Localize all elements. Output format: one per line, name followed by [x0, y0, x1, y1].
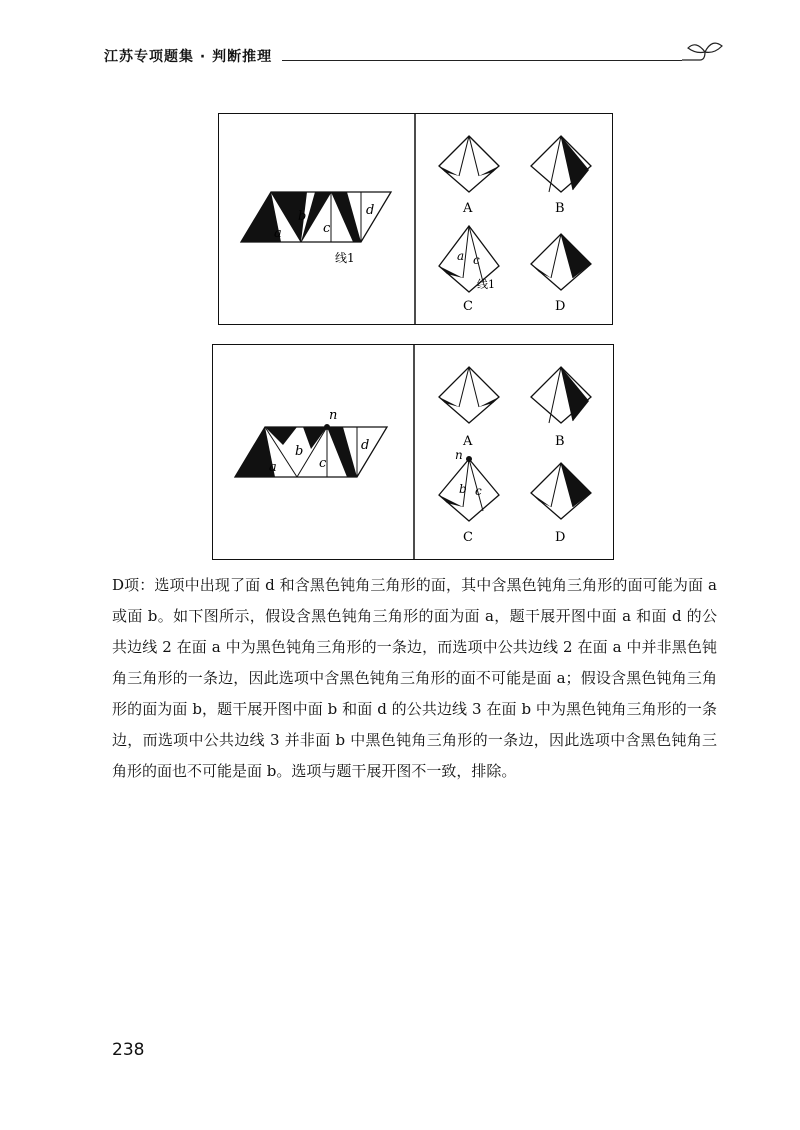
option-C: [439, 226, 499, 292]
net-diagram: [235, 408, 387, 477]
page-number: 238: [112, 1040, 145, 1060]
net-diagram: [241, 192, 391, 265]
option-B: [531, 367, 591, 423]
net-label-d: d: [361, 438, 370, 453]
option-A: [439, 367, 499, 423]
net-label-b: b: [295, 444, 304, 459]
option-label-A: A: [463, 201, 473, 216]
option-D: [531, 463, 591, 519]
option-c-label-c: c: [475, 484, 482, 498]
option-label-B: B: [555, 201, 565, 216]
header-rule: [282, 60, 682, 61]
option-label-C: C: [463, 299, 473, 314]
option-B: [531, 136, 591, 192]
net-label-b: b: [298, 209, 307, 224]
option-c-line-label: 线1: [477, 278, 495, 291]
net-line-label: 线1: [335, 251, 355, 265]
figure-2: [212, 344, 614, 560]
net-label-a: a: [274, 226, 282, 241]
option-c-label-b: b: [459, 482, 467, 496]
option-C: [439, 448, 499, 521]
net-label-d: d: [366, 203, 375, 218]
option-label-B: B: [555, 434, 565, 449]
option-c-label-a: a: [457, 249, 465, 263]
explanation-paragraph: D项：选项中出现了面 d 和含黑色钝角三角形的面，其中含黑色钝角三角形的面可能为面 a 或面 b。如下图所示，假设含黑色钝角三角形的面为面 a，题干展开图中面 a 和面 d 的公共边线 2 在面 a 中为黑色钝角三角形的一条边，而选项中公共边线 2 在面 a 中并非黑色钝角三角形的一条边，因此选项中含黑色钝角三角形的面不可能是面 a；假设含黑色钝角三角形的面为面 b，题干展开图中面 b 和面 d 的公共边线 3 在面 b 中为黑色钝角三角形的一条边，而选项中公共边线 3 并非面 b 中黑色钝角三角形的一条边，因此选项中含黑色钝角三角形的面也不可能是面 b。选项与题干展开图不一致，排除。: [112, 576, 717, 780]
net-label-a: a: [269, 460, 277, 475]
option-label-D: D: [555, 530, 566, 545]
option-c-label-c: c: [473, 253, 480, 267]
figure-1: [218, 113, 613, 325]
option-label-C: C: [463, 530, 473, 545]
net-label-c: c: [323, 221, 331, 236]
page-header: [104, 46, 724, 70]
option-label-D: D: [555, 299, 566, 314]
net-label-n: n: [329, 408, 338, 423]
option-c-label-n: n: [455, 448, 463, 462]
option-A: [439, 136, 499, 192]
sprout-icon: [682, 38, 728, 68]
option-label-A: A: [463, 434, 473, 449]
option-D: [531, 234, 591, 290]
header-title: 江苏专项题集 · 判断推理: [104, 49, 273, 65]
net-label-c: c: [319, 456, 327, 471]
